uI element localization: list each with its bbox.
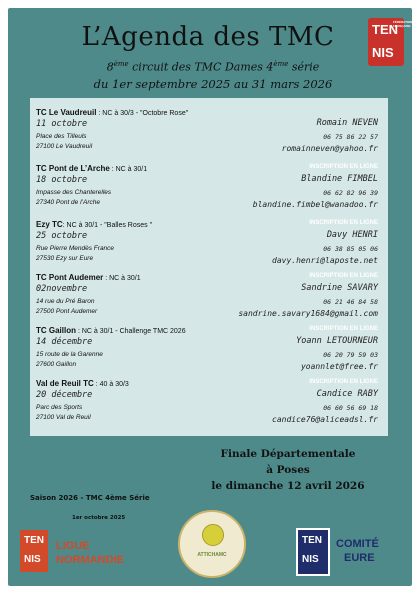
event-header	[36, 164, 147, 173]
contact-name: Sandrine SAVARY	[301, 283, 378, 293]
contact-email[interactable]: candice76@aliceadsl.fr	[272, 415, 378, 424]
club-name: Val de Reuil TC	[36, 379, 94, 388]
comite-line-1: COMITÉ	[336, 538, 379, 550]
event-item	[36, 220, 382, 272]
date-range: du 1er septembre 2025 au 31 mars 2026	[93, 77, 333, 91]
club-emblem	[178, 510, 246, 578]
contact-email[interactable]: davy.henri@laposte.net	[272, 256, 378, 265]
club-name: Ezy TC	[36, 220, 63, 229]
publication-date: 1er octobre 2025	[72, 515, 126, 521]
contact-phone: 06 20 79 59 03	[323, 351, 378, 359]
event-date: 25 octobre	[36, 231, 88, 241]
event-info: : 40 à 30/3	[93, 381, 129, 388]
event-city: 27100 Val de Reuil	[36, 414, 91, 421]
event-header	[36, 220, 152, 229]
ligue-line-1: LIGUE	[56, 540, 90, 552]
event-address: 15 route de la Garenne	[36, 351, 103, 358]
club-name: TC Pont de L’Arche	[36, 164, 110, 173]
comite-badge-bottom: NIS	[302, 554, 319, 565]
event-info: : NC à 30/1	[103, 275, 141, 282]
circuit-sup: ème	[113, 60, 129, 68]
final-line-1: Finale Départementale	[220, 448, 356, 460]
contact-name: Candice RABY	[316, 389, 378, 399]
event-header	[36, 273, 141, 282]
comite-badge-top: TEN	[302, 535, 322, 546]
club-name: TC Pont Audemer	[36, 273, 104, 282]
comite-badge	[296, 528, 330, 576]
ligue-badge	[20, 530, 48, 572]
event-address: 14 rue du Pré Baron	[36, 298, 95, 305]
emblem-text: ATTICHAMC	[197, 552, 227, 558]
series-text: série	[288, 60, 320, 74]
comite-eure-logo	[296, 528, 406, 574]
event-header	[36, 108, 188, 117]
circuit-number: 8	[106, 60, 114, 74]
contact-email[interactable]: blandine.fimbel@wanadoo.fr	[252, 200, 378, 209]
contact-email[interactable]: yoannlet@free.fr	[300, 362, 378, 371]
logo-federation: FÉDÉRATION FRANÇAISE	[393, 20, 413, 28]
ligue-badge-bottom: NIS	[24, 554, 41, 565]
contact-phone: 06 38 85 05 06	[323, 245, 378, 253]
event-city: 27600 Gaillon	[36, 361, 77, 368]
event-item	[36, 108, 382, 160]
fft-tennis-logo	[368, 18, 413, 66]
event-header	[36, 379, 129, 388]
final-line-3: le dimanche 12 avril 2026	[211, 480, 365, 492]
registration-link[interactable]: INSCRIPTION EN LIGNE	[309, 220, 378, 226]
event-city: 27100 Le Vaudreuil	[36, 143, 93, 150]
event-date: 14 décembre	[36, 337, 93, 347]
comite-line-2: EURE	[344, 552, 375, 564]
event-info: : NC à 30/1 - "Balles Roses "	[62, 222, 153, 229]
series-sup: ème	[273, 60, 289, 68]
contact-phone: 06 60 56 69 18	[323, 404, 378, 412]
contact-name: Yoann LETOURNEUR	[296, 336, 378, 346]
event-date: 11 octobre	[36, 119, 88, 129]
event-item	[36, 164, 382, 216]
circuit-text: circuit des TMC Dames 4	[128, 60, 274, 74]
contact-email[interactable]: romainneven@yahoo.fr	[281, 144, 378, 153]
event-item	[36, 326, 382, 378]
ligue-line-2: NORMANDIE	[56, 554, 124, 566]
registration-link[interactable]: INSCRIPTION EN LIGNE	[309, 164, 378, 170]
season-label: Saison 2026 - TMC 4ème Série	[30, 494, 150, 502]
event-date: 02novembre	[36, 284, 88, 294]
event-info: : NC à 30/1	[109, 166, 148, 173]
contact-name: Davy HENRI	[326, 230, 378, 240]
contact-phone: 06 62 82 96 39	[323, 189, 378, 197]
events-card	[30, 98, 388, 436]
contact-email[interactable]: sandrine.savary1684@gmail.com	[238, 309, 378, 318]
registration-link[interactable]: INSCRIPTION EN LIGNE	[309, 326, 378, 332]
contact-name: Romain NEVEN	[316, 118, 378, 128]
event-item	[36, 379, 382, 431]
contact-phone: 06 21 46 84 58	[323, 298, 378, 306]
event-city: 27500 Pont Audemer	[36, 308, 98, 315]
logo-nis: NIS	[372, 45, 394, 60]
tennis-ball-icon	[202, 524, 224, 546]
club-name: TC Le Vaudreuil	[36, 108, 97, 117]
ligue-normandie-logo	[20, 530, 150, 574]
contact-name: Blandine FIMBEL	[301, 174, 378, 184]
event-info: : NC à 30/1 - Challenge TMC 2026	[76, 328, 186, 335]
final-announcement	[198, 446, 378, 494]
registration-link[interactable]: INSCRIPTION EN LIGNE	[309, 273, 378, 279]
event-info: : NC à 30/3 - "Octobre Rose"	[96, 110, 189, 117]
event-address: Place des Tilleuls	[36, 133, 87, 140]
event-item	[36, 273, 382, 325]
logo-ten: TEN	[372, 22, 398, 37]
contact-phone: 06 75 86 22 57	[323, 133, 378, 141]
event-address: Impasse des Chanterelles	[36, 189, 112, 196]
ligue-badge-top: TEN	[24, 535, 44, 546]
final-line-2: à Poses	[266, 464, 310, 476]
event-date: 18 octobre	[36, 175, 88, 185]
circuit-subtitle	[48, 60, 378, 74]
club-name: TC Gaillon	[36, 326, 76, 335]
event-city: 27530 Ezy sur Eure	[36, 255, 94, 262]
event-address: Parc des Sports	[36, 404, 83, 411]
event-address: Rue Pierre Mendès France	[36, 245, 115, 252]
registration-link[interactable]: INSCRIPTION EN LIGNE	[309, 379, 378, 385]
event-header	[36, 326, 186, 335]
event-date: 20 décembre	[36, 390, 93, 400]
page-title: L’Agenda des TMC	[81, 22, 335, 52]
event-city: 27340 Pont de l’Arche	[36, 199, 100, 206]
